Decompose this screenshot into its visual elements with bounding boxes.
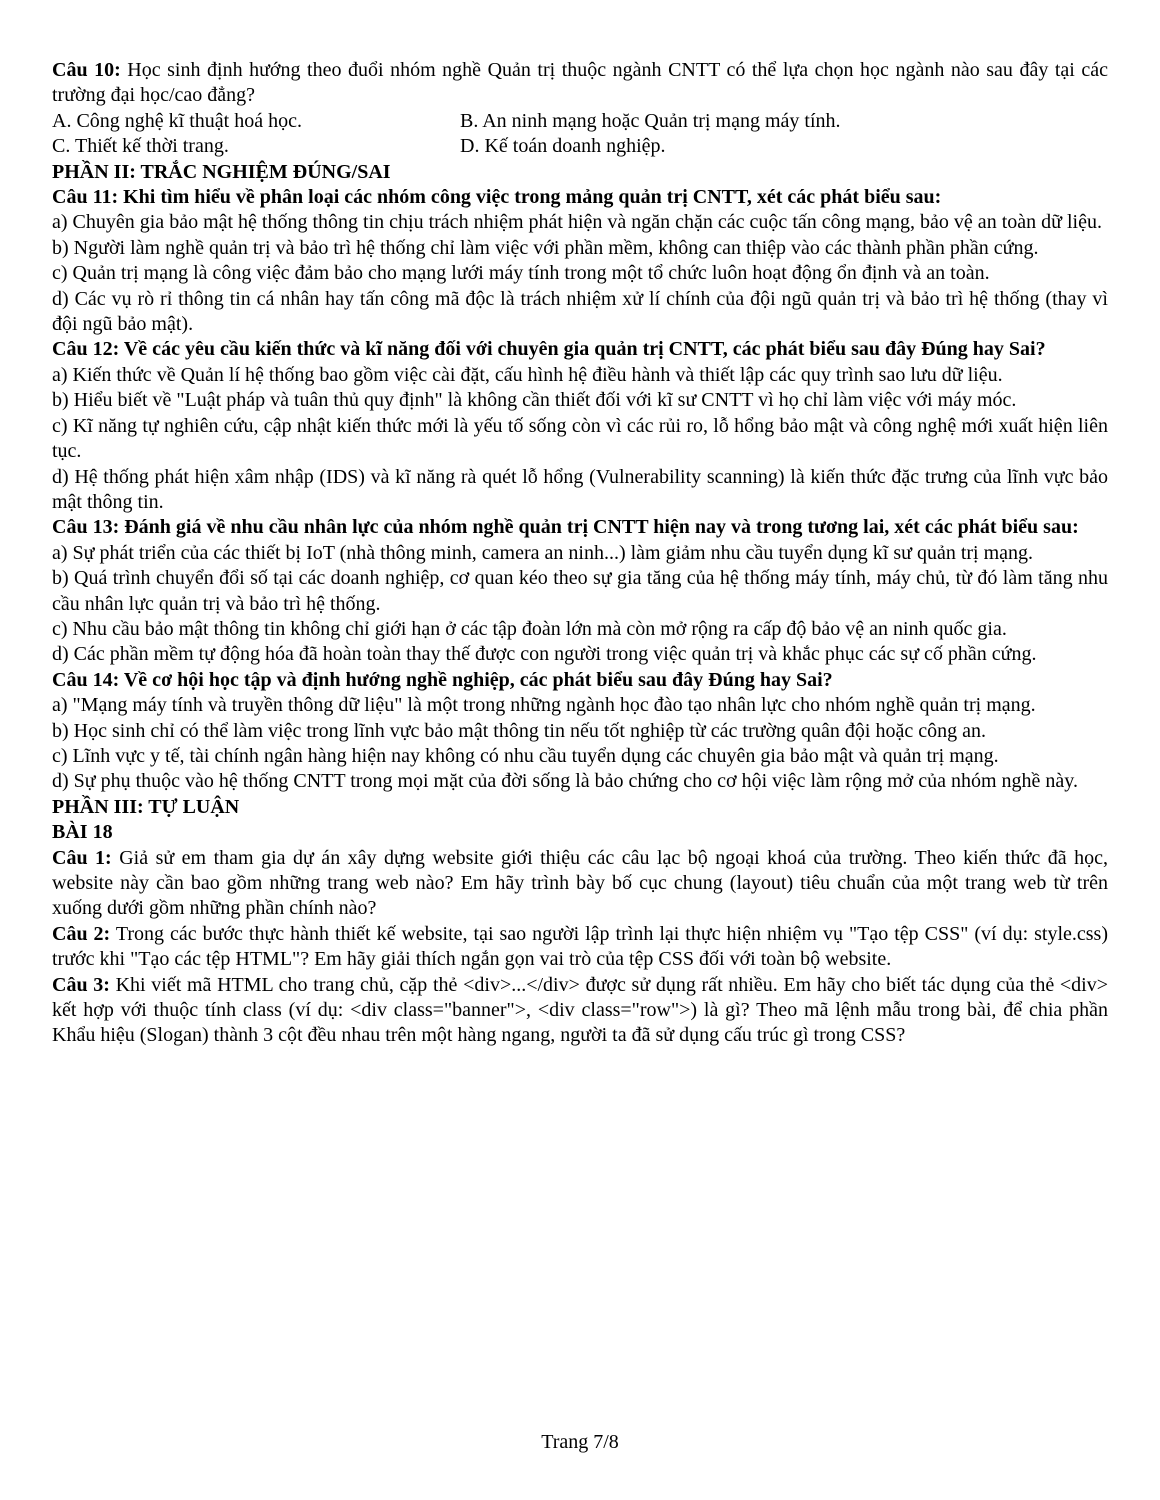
- statement: d) Sự phụ thuộc vào hệ thống CNTT trong mọi mặt của đời sống là bảo chứng cho cơ hội việc làm rộng mở của nhóm nghề này.: [52, 770, 1078, 793]
- statement: c) Kĩ năng tự nghiên cứu, cập nhật kiến thức mới là yếu tố sống còn vì các rủi ro, lỗ hổng bảo mật và công nghệ mới xuất hiện liên tục.: [52, 414, 1108, 463]
- statement: a) Kiến thức về Quản lí hệ thống bao gồm việc cài đặt, cấu hình hệ điều hành và thiết lập các quy trình sao lưu dữ liệu.: [52, 363, 1003, 386]
- statement: d) Các phần mềm tự động hóa đã hoàn toàn thay thế được con người trong việc quản trị và khắc phục các sự cố phần cứng.: [52, 643, 1037, 666]
- statement: c) Lĩnh vực y tế, tài chính ngân hàng hiện nay không có nhu cầu tuyển dụng các chuyên gia bảo mật và quản trị mạng.: [52, 744, 999, 767]
- option-c: C. Thiết kế thời trang.: [52, 135, 229, 158]
- statement: a) "Mạng máy tính và truyền thông dữ liệu" là một trong những ngành học đào tạo nhân lực cho nhóm nghề quản trị mạng.: [52, 694, 1036, 717]
- statement: c) Quản trị mạng là công việc đảm bảo cho mạng lưới máy tính trong một tổ chức luôn hoạt động ổn định và an toàn.: [52, 262, 990, 285]
- options-row: [52, 134, 1108, 159]
- statement: b) Quá trình chuyển đổi số tại các doanh nghiệp, cơ quan kéo theo sự gia tăng của hệ thống máy tính, máy chủ, từ đó làm tăng nhu cầu nhân lực quản trị và bảo trì hệ thống.: [52, 567, 1108, 615]
- page-number: Trang 7/8: [541, 1431, 619, 1453]
- question-text: Giả sử em tham gia dự án xây dựng website giới thiệu các câu lạc bộ ngoại khoá của trường. Theo kiến thức đã học, website này cần bao gồm những trang web nào? Em hãy trình bày bố cục chung (layout) tiêu chuẩn của một trang web từ trên xuống dưới gồm những phần chính nào?: [52, 846, 1108, 920]
- essay-question-2: [52, 922, 1108, 973]
- question-12-title: Câu 12: Về các yêu cầu kiến thức và kĩ năng đối với chuyên gia quản trị CNTT, các phát biểu sau đây Đúng hay Sai?: [52, 338, 1046, 361]
- statement: b) Hiểu biết về "Luật pháp và tuân thủ quy định" là không cần thiết đối với kĩ sư CNTT vì họ chỉ làm việc với máy móc.: [52, 389, 1017, 412]
- question-text: Học sinh định hướng theo đuổi nhóm nghề Quản trị thuộc ngành CNTT có thể lựa chọn học ngành nào sau đây tại các trường đại học/cao đẳng?: [52, 59, 1108, 107]
- section-heading-part-3: PHẦN III: TỰ LUẬN: [52, 795, 240, 818]
- question-label: Câu 3:: [52, 973, 110, 996]
- question-14-title: Câu 14: Về cơ hội học tập và định hướng nghề nghiệp, các phát biểu sau đây Đúng hay Sai?: [52, 668, 833, 691]
- essay-question-3: [52, 973, 1108, 1049]
- question-10: [52, 58, 1108, 109]
- option-a: A. Công nghệ kĩ thuật hoá học.: [52, 109, 302, 132]
- statement: b) Học sinh chỉ có thể làm việc trong lĩnh vực bảo mật thông tin nếu tốt nghiệp từ các trường quân đội hoặc công an.: [52, 719, 986, 742]
- options-row: [52, 109, 1108, 134]
- question-label: Câu 10:: [52, 59, 121, 81]
- question-label: Câu 2:: [52, 922, 111, 945]
- statement: d) Hệ thống phát hiện xâm nhập (IDS) và kĩ năng rà quét lỗ hổng (Vulnerability scanning) là kiến thức đặc trưng của lĩnh vực bảo mật thông tin.: [52, 465, 1108, 513]
- question-text: Trong các bước thực hành thiết kế website, tại sao người lập trình lại thực hiện nhiệm vụ "Tạo tệp CSS" (ví dụ: style.css) trước khi "Tạo các tệp HTML"? Em hãy giải thích ngắn gọn vai trò của tệp CSS đối với toàn bộ website.: [52, 922, 1108, 971]
- statement: b) Người làm nghề quản trị và bảo trì hệ thống chỉ làm việc với phần mềm, không can thiệp vào các thành phần phần cứng.: [52, 236, 1039, 259]
- statement: d) Các vụ rò rỉ thông tin cá nhân hay tấn công mã độc là trách nhiệm xử lí chính của đội ngũ quản trị và bảo trì hệ thống (thay vì đội ngũ bảo mật).: [52, 287, 1108, 336]
- statement: a) Sự phát triển của các thiết bị IoT (nhà thông minh, camera an ninh...) làm giảm nhu cầu tuyển dụng kĩ sư quản trị mạng.: [52, 541, 1034, 564]
- question-text: Khi viết mã HTML cho trang chủ, cặp thẻ <div>...</div> được sử dụng rất nhiều. Em hãy cho biết tác dụng của thẻ <div> kết hợp với thuộc tính class (ví dụ: <div class="banner">, <div class="row">) là gì? Theo mã lệnh mẫu trong bài, để chia phần Khẩu hiệu (Slogan) thành 3 cột đều nhau trên một hàng ngang, người ta đã sử dụng cấu trúc gì trong CSS?: [52, 973, 1108, 1047]
- lesson-heading: BÀI 18: [52, 821, 113, 844]
- question-13-title: Câu 13: Đánh giá về nhu cầu nhân lực của nhóm nghề quản trị CNTT hiện nay và trong tương lai, xét các phát biểu sau:: [52, 516, 1079, 539]
- statement: a) Chuyên gia bảo mật hệ thống thông tin chịu trách nhiệm phát hiện và ngăn chặn các cuộc tấn công mạng, bảo vệ an toàn dữ liệu.: [52, 211, 1102, 234]
- option-d: D. Kế toán doanh nghiệp.: [460, 135, 666, 158]
- option-b: B. An ninh mạng hoặc Quản trị mạng máy tính.: [460, 109, 841, 132]
- statement: c) Nhu cầu bảo mật thông tin không chỉ giới hạn ở các tập đoàn lớn mà còn mở rộng ra cấp độ bảo vệ an ninh quốc gia.: [52, 617, 1007, 640]
- question-11-title: Câu 11: Khi tìm hiểu về phân loại các nhóm công việc trong mảng quản trị CNTT, xét các phát biểu sau:: [52, 186, 942, 209]
- section-heading-part-2: PHẦN II: TRẮC NGHIỆM ĐÚNG/SAI: [52, 160, 391, 183]
- question-label: Câu 1:: [52, 846, 112, 869]
- essay-question-1: [52, 846, 1108, 922]
